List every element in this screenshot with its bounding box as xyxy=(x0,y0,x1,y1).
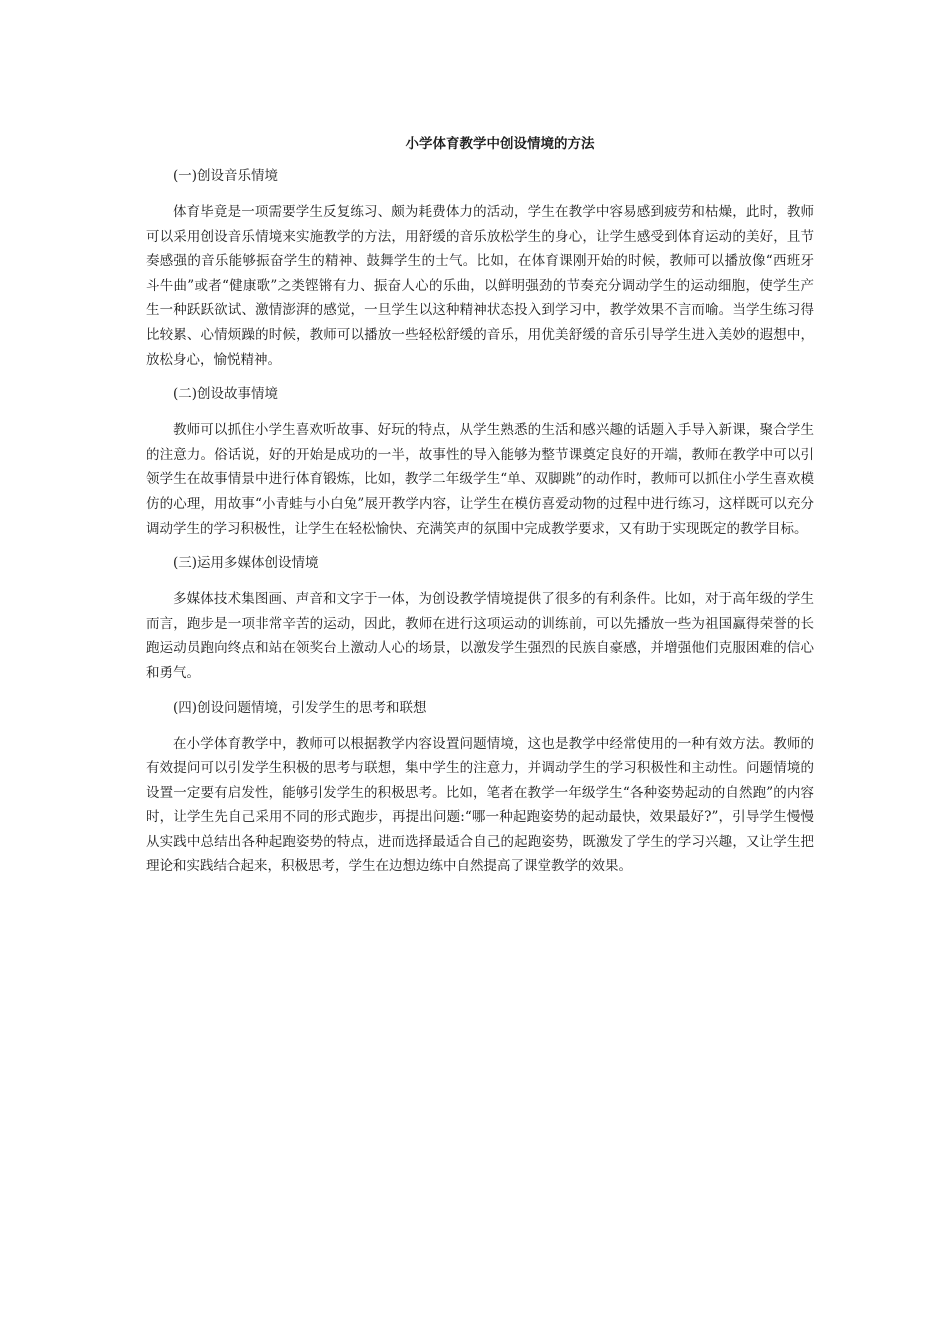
section-paragraph: 教师可以抓住小学生喜欢听故事、好玩的特点，从学生熟悉的生活和感兴趣的话题入手导入新课，聚合学生的注意力。俗话说，好的开始是成功的一半，故事性的导入能够为整节课奠定良好的开端，教师在教学中可以引领学生在故事情景中进行体育锻炼，比如，教学二年级学生“单、双脚跳”的动作时，教师可以抓住小学生喜欢模仿的心理，用故事“小青蛙与小白兔”展开教学内容，让学生在模仿喜爱动物的过程中进行练习，这样既可以充分调动学生的学习积极性，让学生在轻松愉快、充满笑声的氛围中完成教学要求，又有助于实现既定的教学目标。 xyxy=(146,422,814,537)
section-story xyxy=(146,384,814,541)
section-question xyxy=(146,698,814,880)
section-heading: (二)创设故事情境 xyxy=(173,386,279,403)
section-paragraph: 体育毕竟是一项需要学生反复练习、颇为耗费体力的活动，学生在教学中容易感到疲劳和枯燥，此时，教师可以采用创设音乐情境来实施教学的方法，用舒缓的音乐放松学生的身心，让学生感受到体育运动的美好，且节奏感强的音乐能够振奋学生的精神、鼓舞学生的士气。比如，在体育课刚开始的时候，教师可以播放像“西班牙斗牛曲”或者“健康歌”之类铿锵有力、振奋人心的乐曲，以鲜明强劲的节奏充分调动学生的运动细胞，使学生产生一种跃跃欲试、激情澎湃的感觉，一旦学生以这种精神状态投入到学习中，教学效果不言而喻。当学生练习得比较累、心情烦躁的时候，教师可以播放一些轻松舒缓的音乐，用优美舒缓的音乐引导学生进入美妙的遐想中，放松身心，愉悦精神。 xyxy=(146,204,814,368)
section-paragraph: 多媒体技术集图画、声音和文字于一体，为创设教学情境提供了很多的有利条件。比如，对于高年级的学生而言，跑步是一项非常辛苦的运动，因此，教师在进行这项运动的训练前，可以先播放一些为祖国赢得荣誉的长跑运动员跑向终点和站在领奖台上激动人心的场景，以激发学生强烈的民族自豪感，并增强他们克服困难的信心和勇气。 xyxy=(146,591,814,681)
section-heading: (一)创设音乐情境 xyxy=(173,168,279,184)
section-paragraph: 在小学体育教学中，教师可以根据教学内容设置问题情境，这也是教学中经常使用的一种有效方法。教师的有效提问可以引发学生积极的思考与联想，集中学生的注意力，并调动学生的学习积极性和主动性。问题情境的设置一定要有启发性，能够引发学生的积极思考。比如，笔者在教学一年级学生“各种姿势起动的自然跑”的内容时，让学生先自己采用不同的形式跑步，再提出问题:“哪一种起跑姿势的起动最快，效果最好?”，引导学生慢慢从实践中总结出各种起跑姿势的特点，进而选择最适合自己的起跑姿势，既激发了学生的学习兴趣，又让学生把理论和实践结合起来，积极思考，学生在边想边练中自然提高了课堂教学的效果。 xyxy=(146,735,814,875)
section-music xyxy=(146,166,814,372)
section-multimedia xyxy=(146,553,814,685)
section-heading: (四)创设问题情境，引发学生的思考和联想 xyxy=(173,699,427,716)
document-title: 小学体育教学中创设情境的方法 xyxy=(405,136,595,152)
document-page xyxy=(146,132,814,891)
section-heading: (三)运用多媒体创设情境 xyxy=(173,555,319,572)
